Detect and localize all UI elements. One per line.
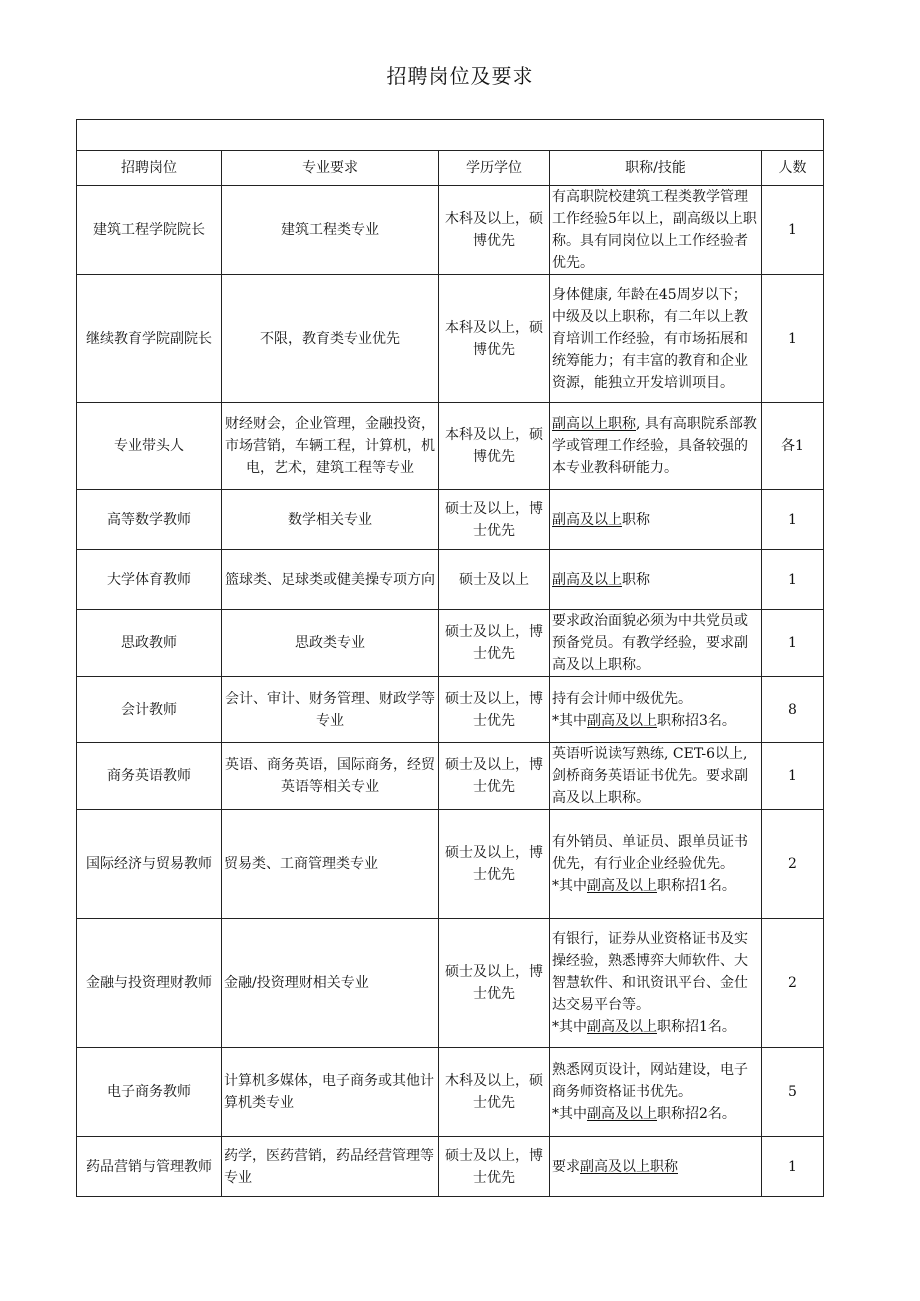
position-cell: 继续教育学院副院长: [77, 275, 222, 403]
major-cell: 金融/投资理财相关专业: [222, 919, 439, 1048]
skill-underlined-text: 副高及以上: [587, 878, 657, 894]
skill-text: 职称招1名。: [657, 878, 736, 894]
skill-cell: [550, 810, 762, 919]
table-row: [77, 810, 824, 919]
degree-cell: 硕士及以上，博士优先: [439, 490, 550, 550]
count-cell: 2: [762, 919, 824, 1048]
position-cell: 会计教师: [77, 677, 222, 743]
degree-cell: 硕士及以上，博士优先: [439, 810, 550, 919]
count-cell: 1: [762, 610, 824, 677]
count-cell: 1: [762, 275, 824, 403]
table-row: [77, 550, 824, 610]
table-row: [77, 919, 824, 1048]
count-cell: 各1: [762, 403, 824, 490]
blank-cell: [77, 120, 824, 151]
skill-cell: [550, 403, 762, 490]
position-cell: 高等数学教师: [77, 490, 222, 550]
column-header-row: [77, 151, 824, 186]
degree-cell: 木科及以上，硕博优先: [439, 186, 550, 275]
major-cell: 计算机多媒体，电子商务或其他计算机类专业: [222, 1048, 439, 1137]
skill-text: 职称: [622, 511, 650, 528]
header-degree: 学历学位: [439, 151, 550, 186]
skill-cell: [550, 550, 762, 610]
count-cell: 1: [762, 1137, 824, 1197]
skill-text: 职称招1名。: [657, 1019, 736, 1035]
skill-text: 有银行，证券从业资格证书及实操经验，熟悉博弈大师软件、大智慧软件、和讯资讯平台、金仕达交易平台等。 *其中: [552, 931, 748, 1035]
count-cell: 2: [762, 810, 824, 919]
skill-cell: [550, 1048, 762, 1137]
table-row: [77, 743, 824, 810]
skill-cell: [550, 919, 762, 1048]
skill-text: , 具有高职院系部教学或管理工作经验，具备较强的本专业教科研能力。: [552, 416, 757, 476]
skill-text: 身体健康, 年龄在45周岁以下；中级及以上职称，有二年以上教育培训工作经验，有市场拓展和统筹能力；有丰富的教育和企业资源，能独立开发培训项目。: [552, 286, 748, 391]
skill-cell: [550, 743, 762, 810]
page-title: 招聘岗位及要求: [386, 64, 534, 88]
major-cell: 会计、审计、财务管理、财政学等专业: [222, 677, 439, 743]
skill-text: 职称: [622, 571, 650, 588]
skill-text: 要求政治面貌必须为中共党员或预备党员。有教学经验，要求副高及以上职称。: [552, 613, 748, 673]
skill-text: 英语听说读写熟练, CET-6以上, 剑桥商务英语证书优先。要求副高及以上职称。: [552, 746, 748, 806]
degree-cell: 硕士及以上，博士优先: [439, 677, 550, 743]
header-position: 招聘岗位: [77, 151, 222, 186]
skill-text: 有高职院校建筑工程类教学管理工作经验5年以上，副高级以上职称。具有同岗位以上工作经验者优先。: [552, 189, 757, 271]
skill-cell: [550, 275, 762, 403]
skill-underlined-text: 副高及以上: [587, 1106, 657, 1122]
header-skill: 职称/技能: [550, 151, 762, 186]
position-cell: 专业带头人: [77, 403, 222, 490]
skill-underlined-text: 副高及以上: [587, 1019, 657, 1035]
skill-text: 职称招2名。: [657, 1106, 736, 1122]
table-row: [77, 186, 824, 275]
table-row: [77, 403, 824, 490]
degree-cell: 硕士及以上，博士优先: [439, 743, 550, 810]
skill-cell: [550, 1137, 762, 1197]
skill-underlined-text: 副高及以上: [587, 712, 657, 729]
skill-cell: [550, 186, 762, 275]
position-cell: 国际经济与贸易教师: [77, 810, 222, 919]
major-cell: 英语、商务英语，国际商务，经贸英语等相关专业: [222, 743, 439, 810]
skill-text: 职称招3名。: [657, 712, 736, 729]
skill-text: 要求: [552, 1158, 580, 1175]
table-row: [77, 1048, 824, 1137]
skill-text: 持有会计师中级优先。 *其中: [552, 690, 692, 729]
table-row: [77, 1137, 824, 1197]
degree-cell: 木科及以上，硕士优先: [439, 1048, 550, 1137]
recruitment-table: [76, 119, 824, 1197]
skill-cell: [550, 610, 762, 677]
count-cell: 5: [762, 1048, 824, 1137]
position-cell: 金融与投资理财教师: [77, 919, 222, 1048]
skill-text: 熟悉网页设计，网站建设，电子商务师资格证书优先。 *其中: [552, 1062, 748, 1122]
blank-header-row: [77, 120, 824, 151]
count-cell: 1: [762, 743, 824, 810]
degree-cell: 硕士及以上: [439, 550, 550, 610]
degree-cell: 硕士及以上，博士优先: [439, 1137, 550, 1197]
position-cell: 大学体育教师: [77, 550, 222, 610]
table-row: [77, 275, 824, 403]
position-cell: 思政教师: [77, 610, 222, 677]
degree-cell: 硕士及以上，博士优先: [439, 919, 550, 1048]
position-cell: 商务英语教师: [77, 743, 222, 810]
major-cell: 篮球类、足球类或健美操专项方向: [222, 550, 439, 610]
major-cell: 财经财会，企业管理，金融投资，市场营销，车辆工程，计算机，机电，艺术，建筑工程等专业: [222, 403, 439, 490]
count-cell: 1: [762, 490, 824, 550]
degree-cell: 本科及以上，硕博优先: [439, 275, 550, 403]
skill-underlined-text: 副高及以上: [552, 571, 622, 588]
skill-text: 有外销员、单证员、跟单员证书优先，有行业企业经验优先。 *其中: [552, 834, 748, 894]
major-cell: 药学，医药营销，药品经营管理等专业: [222, 1137, 439, 1197]
position-cell: 药品营销与管理教师: [77, 1137, 222, 1197]
position-cell: 电子商务教师: [77, 1048, 222, 1137]
count-cell: 8: [762, 677, 824, 743]
major-cell: 数学相关专业: [222, 490, 439, 550]
major-cell: 不限，教育类专业优先: [222, 275, 439, 403]
table-row: [77, 490, 824, 550]
skill-cell: [550, 677, 762, 743]
skill-underlined-text: 副高及以上: [552, 511, 622, 528]
skill-underlined-text: 副高及以上职称: [580, 1158, 678, 1175]
major-cell: 建筑工程类专业: [222, 186, 439, 275]
skill-cell: [550, 490, 762, 550]
degree-cell: 硕士及以上，博士优先: [439, 610, 550, 677]
header-count: 人数: [762, 151, 824, 186]
position-cell: 建筑工程学院院长: [77, 186, 222, 275]
table-row: [77, 610, 824, 677]
degree-cell: 本科及以上，硕博优先: [439, 403, 550, 490]
count-cell: 1: [762, 186, 824, 275]
major-cell: 思政类专业: [222, 610, 439, 677]
skill-underlined-text: 副高以上职称: [552, 416, 636, 432]
header-major: 专业要求: [222, 151, 439, 186]
table-row: [77, 677, 824, 743]
major-cell: 贸易类、工商管理类专业: [222, 810, 439, 919]
count-cell: 1: [762, 550, 824, 610]
